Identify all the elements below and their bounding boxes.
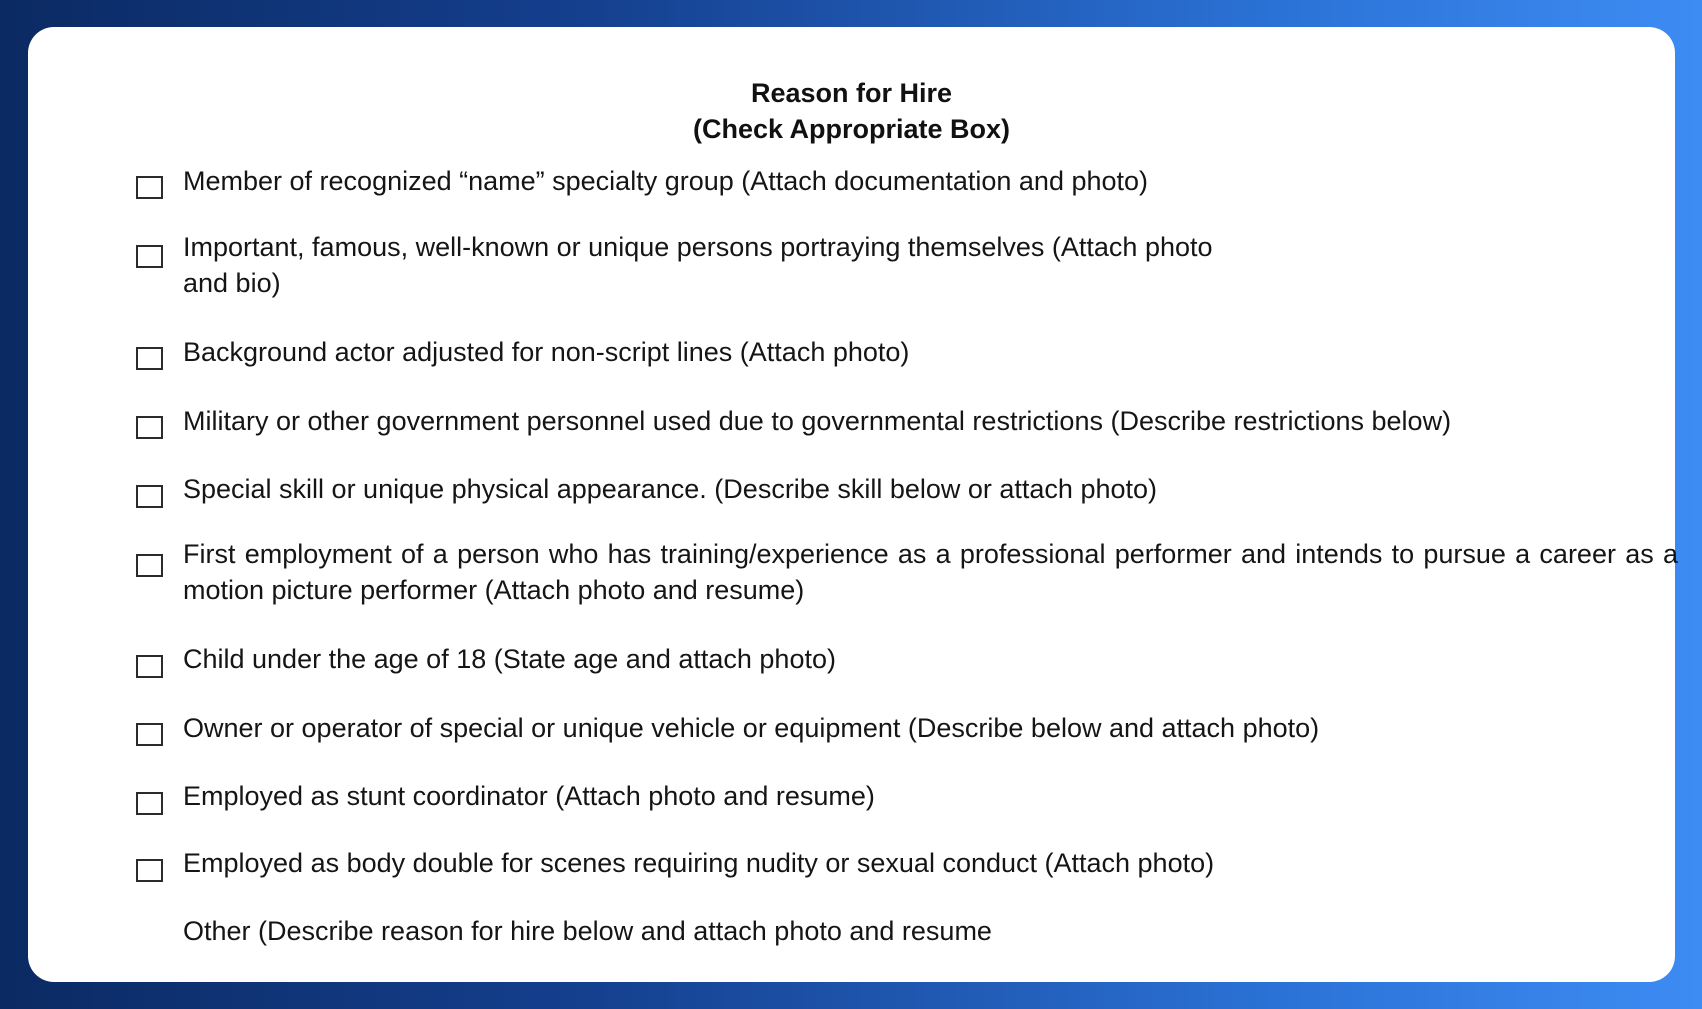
form-title: Reason for Hire (750, 78, 953, 108)
checkbox-body-double[interactable] (136, 859, 163, 882)
checkbox-label: Owner or operator of special or unique vehicle or equipment (Describe below and attach photo) (183, 713, 1320, 743)
form-subtitle: (Check Appropriate Box) (692, 114, 1011, 144)
other-label: Other (Describe reason for hire below and attach photo and resume (183, 916, 992, 946)
checkbox-label: Employed as stunt coordinator (Attach photo and resume) (183, 781, 875, 811)
checkbox-stunt-coordinator[interactable] (136, 792, 163, 815)
checkbox-vehicle-owner[interactable] (136, 723, 163, 746)
checkbox-label: Background actor adjusted for non-script lines (Attach photo) (183, 337, 910, 367)
checkbox-child-under-18[interactable] (136, 655, 163, 678)
checkbox-label: Child under the age of 18 (State age and attach photo) (183, 644, 836, 674)
form-card (28, 27, 1678, 982)
checkbox-label: Member of recognized “name” specialty group (Attach documentation and photo) (183, 166, 1149, 196)
checkbox-special-skill[interactable] (136, 485, 163, 508)
checkbox-first-employment[interactable] (136, 554, 163, 577)
checkbox-label: Important, famous, well-known or unique persons portraying themselves (Attach photo and bio) (183, 232, 1213, 298)
checkbox-name-specialty-group[interactable] (136, 176, 163, 199)
checkbox-label: Employed as body double for scenes requiring nudity or sexual conduct (Attach photo) (183, 848, 1215, 878)
checkbox-label: Military or other government personnel used due to governmental restrictions (Describe restrictions below) (183, 406, 1452, 436)
checkbox-label: Special skill or unique physical appearance. (Describe skill below or attach photo) (183, 474, 1158, 504)
checkbox-famous-persons[interactable] (136, 245, 163, 268)
checkbox-military-personnel[interactable] (136, 416, 163, 439)
checkbox-label: First employment of a person who has training/experience as a professional performer and intends to pursue a career as a motion picture performer (Attach photo and resume) (183, 539, 1678, 605)
checkbox-background-actor[interactable] (136, 347, 163, 370)
